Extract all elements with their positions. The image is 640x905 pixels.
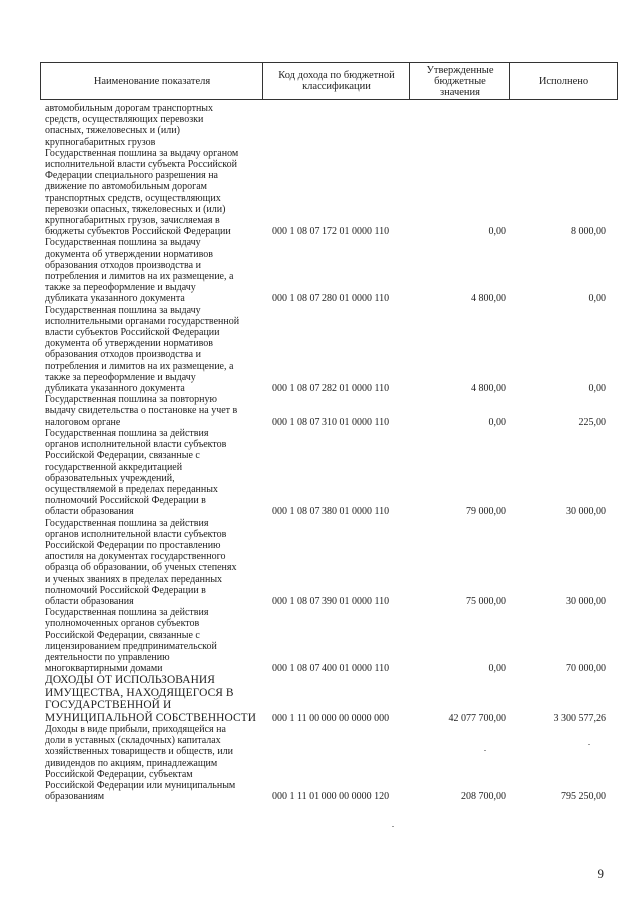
row-executed: 8 000,00 xyxy=(571,226,606,238)
table-row xyxy=(0,103,640,148)
header-name-column xyxy=(40,62,263,100)
table-row xyxy=(0,428,640,518)
row-approved: 0,00 xyxy=(488,663,506,675)
row-name: Государственная пошлина за выдачу органом исполнительной власти субъекта Российской Федерации специального разрешения на движение по автомобильным дорогам транспортных средств, осуществляющих перевозки опасных, тяжеловесных и (или) крупногабаритных грузов, зачисляемая в бюджеты субъектов Российской Федерации xyxy=(45,147,239,238)
row-executed: 70 000,00 xyxy=(566,663,606,675)
row-name: Государственная пошлина за действия уполномоченных органов субъектов Российской Федерации, связанные с лицензированием предпринимательской деятельности по управлению многоквартирными домами xyxy=(45,607,217,675)
row-name: Государственная пошлина за выдачу документа об утверждении нормативов образования отходов производства и потребления и лимитов на их размещение, а также за переоформление и выдачу дубликата указанного документа xyxy=(45,237,234,305)
row-code: 000 1 08 07 310 01 0000 110 xyxy=(272,416,390,428)
row-code: 000 1 08 07 282 01 0000 110 xyxy=(272,383,390,395)
row-executed: 30 000,00 xyxy=(566,506,606,518)
scan-speck xyxy=(484,750,486,751)
table-row xyxy=(0,724,640,802)
row-code: 000 1 08 07 280 01 0000 110 xyxy=(272,293,390,305)
row-executed: 795 250,00 xyxy=(561,791,606,803)
scan-speck xyxy=(392,826,394,827)
row-approved: 75 000,00 xyxy=(466,595,506,607)
row-name: Государственная пошлина за повторную выдачу свидетельства о постановке на учет в налоговом органе xyxy=(45,394,238,428)
row-name: Государственная пошлина за действия органов исполнительной власти субъектов Российской Федерации, связанные с государственной аккредитацией образовательных учреждений, осуществляемой в пределах переданных полномочий Российской Федерации в области образования xyxy=(45,427,227,518)
table-row xyxy=(0,607,640,674)
row-executed: 0,00 xyxy=(588,293,606,305)
row-code: 000 1 08 07 400 01 0000 110 xyxy=(272,663,390,675)
header-approved-column xyxy=(409,62,510,100)
row-code: 000 1 08 07 172 01 0000 110 xyxy=(272,226,390,238)
row-approved: 208 700,00 xyxy=(461,791,506,803)
table-body xyxy=(0,103,640,802)
row-approved: 79 000,00 xyxy=(466,506,506,518)
row-executed: 0,00 xyxy=(588,383,606,395)
row-approved: 4 800,00 xyxy=(471,383,506,395)
page-number: 9 xyxy=(597,866,604,881)
row-approved: 0,00 xyxy=(488,416,506,428)
row-code: 000 1 11 00 000 00 0000 000 xyxy=(272,712,390,724)
row-code: 000 1 08 07 380 01 0000 110 xyxy=(272,506,390,518)
header-code-column xyxy=(262,62,410,100)
table-row xyxy=(0,518,640,608)
header-name-label: Наименование показателя xyxy=(93,75,211,87)
table-row xyxy=(0,148,640,238)
row-name: Доходы в виде прибыли, приходящейся на доли в уставных (складочных) капиталах хозяйственных товариществ и обществ, или дивидендов по акциям, принадлежащим Российской Федерации, субъектам Российской Федерации или муниципальным образованиям xyxy=(45,723,236,803)
row-name: ДОХОДЫ ОТ ИСПОЛЬЗОВАНИЯ ИМУЩЕСТВА, НАХОДЯЩЕГОСЯ В ГОСУДАРСТВЕННОЙ И МУНИЦИПАЛЬНОЙ СОБСТВЕННОСТИ xyxy=(45,674,257,724)
row-executed: 3 300 577,26 xyxy=(553,712,606,724)
table-row xyxy=(0,237,640,304)
header-approved-label: Утвержденные бюджетные значения xyxy=(426,64,494,98)
row-executed: 225,00 xyxy=(578,416,606,428)
table-row xyxy=(0,674,640,724)
row-name: автомобильным дорогам транспортных средств, осуществляющих перевозки опасных, тяжеловесных и (или) крупногабаритных грузов xyxy=(45,103,214,148)
scan-speck xyxy=(588,744,590,745)
row-name: Государственная пошлина за действия органов исполнительной власти субъектов Российской Федерации по проставлению апостиля на документах государственного образца об образовании, об ученых степенях и ученых званиях в пределах переданных полномочий Российской Федерации в области образования xyxy=(45,517,237,607)
row-name: Государственная пошлина за выдачу исполнительными органами государственной власти субъектов Российской Федерации документа об утверждении нормативов образования отходов производства и потребления и лимитов на их размещение, а также за переоформление и выдачу дубликата указанного документа xyxy=(45,304,240,395)
header-executed-label: Исполнено xyxy=(538,75,589,87)
header-code-label: Код дохода по бюджетной классификации xyxy=(278,70,395,92)
row-approved: 4 800,00 xyxy=(471,293,506,305)
header-executed-column xyxy=(509,62,618,100)
table-row xyxy=(0,305,640,395)
row-executed: 30 000,00 xyxy=(566,595,606,607)
row-code: 000 1 08 07 390 01 0000 110 xyxy=(272,595,390,607)
table-row xyxy=(0,394,640,428)
row-approved: 42 077 700,00 xyxy=(448,712,506,724)
row-approved: 0,00 xyxy=(488,226,506,238)
row-code: 000 1 11 01 000 00 0000 120 xyxy=(272,791,390,803)
